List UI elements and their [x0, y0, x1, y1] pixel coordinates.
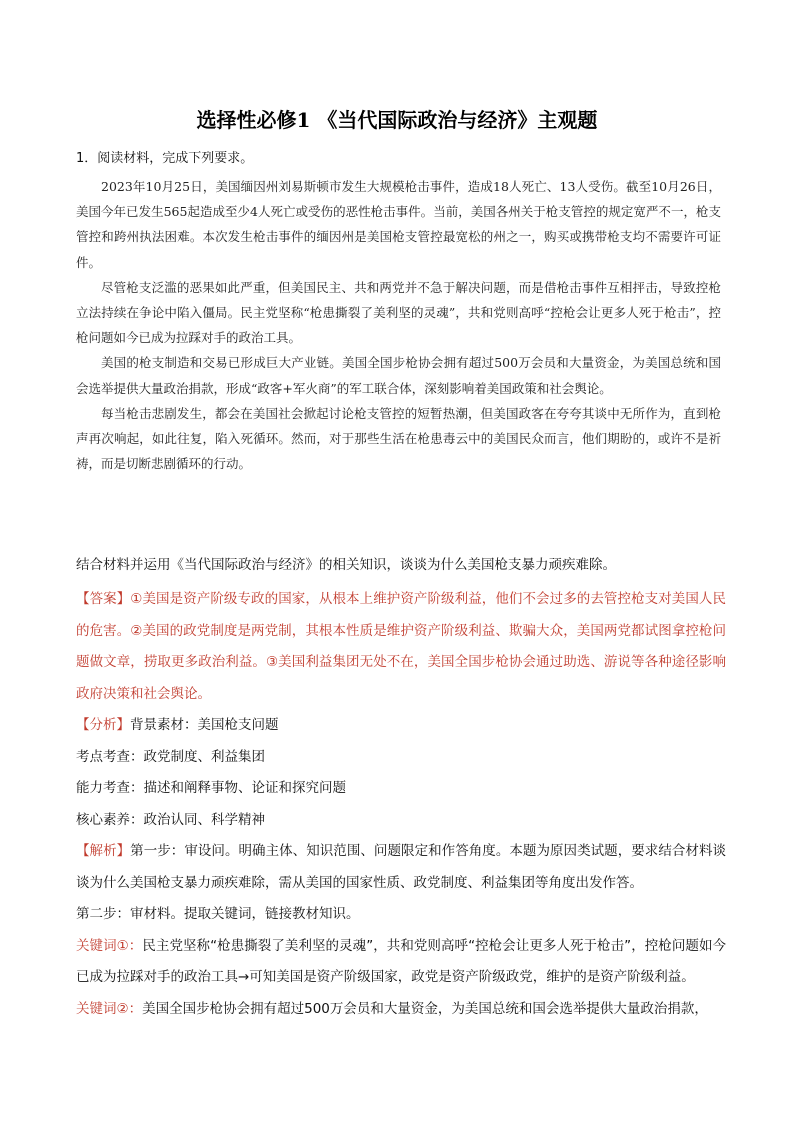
explain-step1-text: 第一步：审设问。明确主体、知识范围、问题限定和作答角度。本题为原因类试题，要求结合材料谈谈为什么美国枪支暴力顽疾难除，需从美国的国家性质、政党制度、利益集团等角度出发作答。: [76, 843, 727, 891]
answer-text: ①美国是资产阶级专政的国家，从根本上维护资产阶级利益，他们不会过多的去管控枪支对美国人民的危害。②美国的政党制度是两党制，其根本性质是维护资产阶级利益、欺骗大众，美国两党都试图拿控枪问题做文章，捞取更多政治利益。③美国利益集团无处不在，美国全国步枪协会通过助选、游说等各种途径影响政府决策和社会舆论。: [76, 591, 727, 702]
keyword-2-label: 关键词②：: [76, 1000, 143, 1017]
analysis-line: [76, 710, 726, 742]
material-paragraph: 2023年10月25日，美国缅因州刘易斯顿市发生大规模枪击事件，造成18人死亡、13人受伤。截至10月26日，美国今年已发生565起造成至少4人死亡或受伤的恶性枪击事件。当前，美国各州关于枪支管控的规定宽严不一，枪支管控和跨州执法困难。本次发生枪击事件的缅因州是美国枪支管控最宽松的州之一，购买或携带枪支均不需要许可证件。: [76, 179, 721, 270]
explain-step2: 第二步：审材料。提取关键词，链接教材知识。: [76, 906, 360, 922]
question-prompt: 结合材料并运用《当代国际政治与经济》的相关知识，谈谈为什么美国枪支暴力顽疾难除。: [76, 557, 616, 573]
answer-paragraph: [76, 584, 726, 710]
page-title: 选择性必修1 《当代国际政治与经济》主观题: [196, 108, 598, 132]
analysis-kaodian: 考点考查：政党制度、利益集团: [76, 748, 265, 765]
answer-block: [76, 584, 726, 1025]
analysis-nengli: 能力考查：描述和阐释事物、论证和探究问题: [76, 780, 346, 796]
explain-step1: [76, 836, 726, 899]
keyword-2: [76, 994, 726, 1026]
keyword-2-text: 美国全国步枪协会拥有超过500万会员和大量资金，为美国总统和国会选举提供大量政治捐款，: [142, 1000, 708, 1017]
answer-tag: 【答案】: [76, 591, 131, 607]
analysis-background: 背景素材：美国枪支问题: [130, 717, 279, 733]
analysis-suyang: 核心素养：政治认同、科学精神: [76, 811, 265, 828]
keyword-1-text: 民主党坚称“枪患撕裂了美利坚的灵魂”，共和党则高呼“控枪会让更多人死于枪击”，控枪问题如今已成为拉踩对手的政治工具→可知美国是资产阶级国家，政党是资产阶级政党，维护的是资产阶级利益。: [76, 937, 726, 985]
analysis-tag: 【分析】: [76, 717, 130, 733]
question-line: 1．阅读材料，完成下列要求。: [76, 151, 254, 166]
material-block: [76, 174, 721, 476]
material-paragraph: 尽管枪支泛滥的恶果如此严重，但美国民主、共和两党并不急于解决问题，而是借枪击事件互相抨击，导致控枪立法持续在争论中陷入僵局。民主党坚称“枪患撕裂了美利坚的灵魂”，共和党则高呼“控枪会让更多人死于枪击”，控枪问题如今已成为拉踩对手的政治工具。: [76, 279, 721, 346]
explain-tag: 【解析】: [76, 843, 131, 859]
keyword-1-label: 关键词①：: [76, 937, 143, 954]
material-paragraph: 美国的枪支制造和交易已形成巨大产业链。美国全国步枪协会拥有超过500万会员和大量资金，为美国总统和国会选举提供大量政治捐款，形成“政客+军火商”的军工联合体，深刻影响着美国政策和社会舆论。: [76, 355, 721, 396]
material-paragraph: 每当枪击悲剧发生，都会在美国社会掀起讨论枪支管控的短暂热潮，但美国政客在夸夸其谈中无所作为，直到枪声再次响起，如此往复，陷入死循环。然而，对于那些生活在枪患毒云中的美国民众而言，他们期盼的，或许不是祈祷，而是切断悲剧循环的行动。: [76, 405, 721, 472]
keyword-1: [76, 931, 726, 994]
